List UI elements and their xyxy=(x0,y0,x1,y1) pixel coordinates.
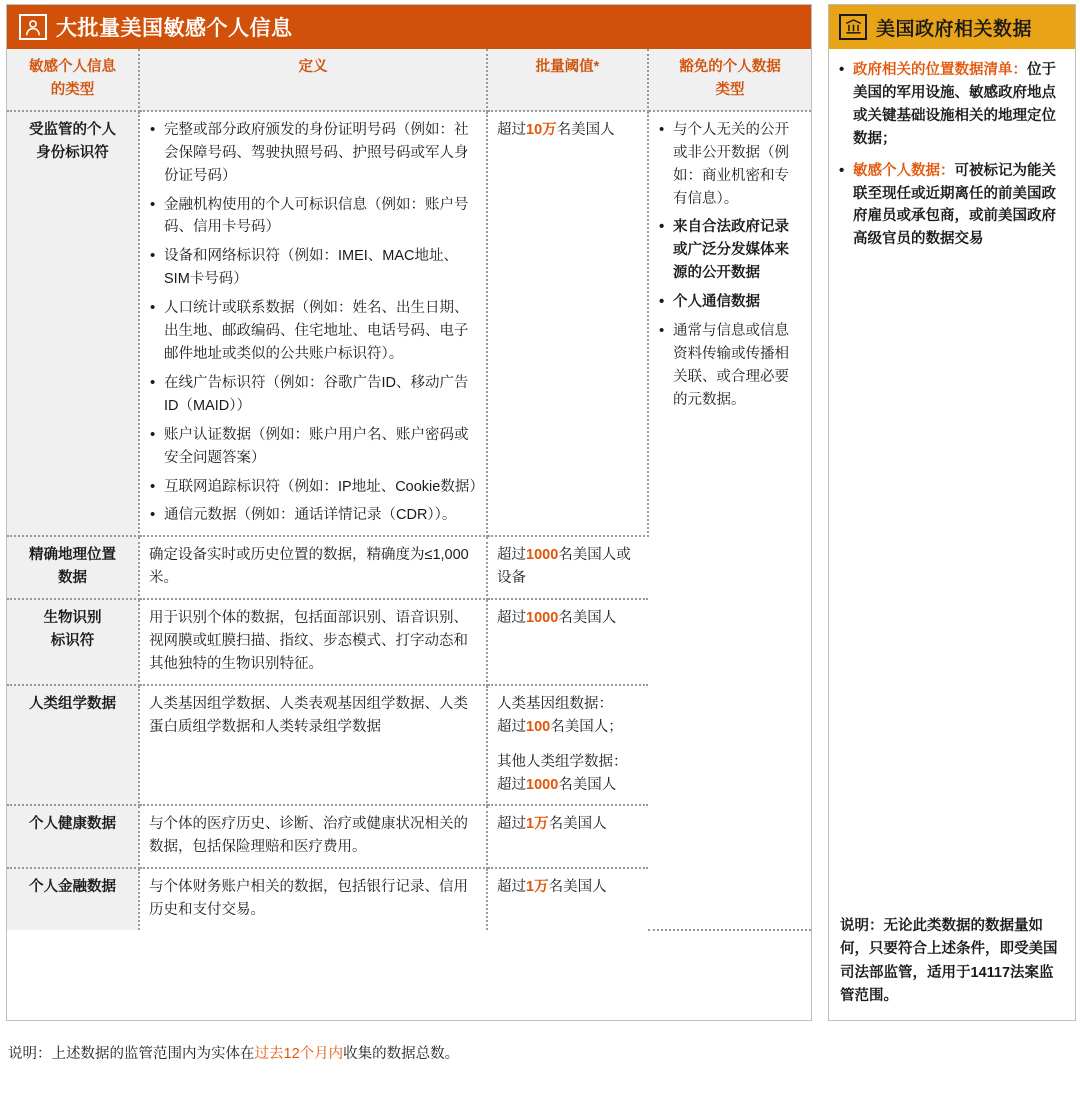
row-threshold xyxy=(487,685,648,806)
list-item: • 账户认证数据（例如：账户用户名、账户密码或安全问题答案） xyxy=(149,424,477,470)
threshold-number: 10万 xyxy=(526,121,557,138)
threshold-block: 超过10万名美国人 xyxy=(497,121,615,138)
threshold-block: 超过1万名美国人 xyxy=(497,879,607,896)
threshold-number: 1000 xyxy=(526,610,559,627)
threshold-block: 人类基因组数据： 超过100名美国人； xyxy=(497,695,623,735)
government-data-bullet-list xyxy=(838,59,1065,260)
list-item: • 人口统计或联系数据（例如：姓名、出生日期、出生地、邮政编码、住宅地址、电话号码、电子邮件地址或类似的公共账户标识符）。 xyxy=(149,297,477,366)
row-threshold xyxy=(487,536,648,599)
list-item: • 来自合法政府记录或广泛分发媒体来源的公开数据 xyxy=(658,216,802,285)
threshold-block: 超过1万名美国人 xyxy=(497,816,607,833)
column-header-threshold-label: 批量阈值* xyxy=(535,59,600,75)
row-threshold xyxy=(487,111,648,537)
table-header-row xyxy=(7,49,811,111)
table-row xyxy=(7,111,811,537)
bullet-text: 可被标记为能关联至现任或近期离任的前美国政府雇员或承包商，或前美国政府高级官员的数据交易 xyxy=(853,162,1056,248)
column-header-exempt-label: 豁免的个人数据 类型 xyxy=(679,59,781,98)
bullet-lead-in: 敏感个人数据： xyxy=(853,162,955,179)
column-header-type xyxy=(7,49,139,111)
left-panel-title: 大批量美国敏感个人信息 xyxy=(56,17,293,40)
threshold-number: 1000 xyxy=(526,776,559,793)
row-type-label: 受监管的个人 身份标识符 xyxy=(7,111,139,537)
list-item: • 与个人无关的公开或非公开数据（例如：商业机密和专有信息）。 xyxy=(658,119,802,211)
column-header-type-label: 敏感个人信息 的类型 xyxy=(29,59,116,98)
list-item: • 通常与信息或信息资料传输或传播相关联、或合理必要的元数据。 xyxy=(658,320,802,412)
list-item: • 通信元数据（例如：通话详情记录（CDR））。 xyxy=(149,504,477,527)
row-type-label: 人类组学数据 xyxy=(7,685,139,806)
bullet-text: 位于美国的军用设施、敏感政府地点或关键基础设施相关的地理定位数据； xyxy=(853,62,1056,147)
list-item: • 金融机构使用的个人可标识信息（例如：账户号码、信用卡号码） xyxy=(149,194,477,240)
row-definition: 人类基因组学数据、人类表观基因组学数据、人类蛋白质组学数据和人类转录组学数据 xyxy=(139,685,487,806)
list-item xyxy=(838,160,1065,252)
person-card-icon xyxy=(19,14,47,40)
threshold-block: 超过1000名美国人 xyxy=(497,610,617,627)
threshold-number: 1万 xyxy=(526,879,549,896)
list-item: • 在线广告标识符（例如：谷歌广告ID、移动广告ID（MAID）） xyxy=(149,372,477,418)
threshold-block: 其他人类组学数据： 超过1000名美国人 xyxy=(497,753,628,793)
government-data-note: 说明：无论此类数据的数据量如何，只要符合上述条件，即受美国司法部监管，适用于14117法案监管范围。 xyxy=(840,918,1058,1004)
row-type-label: 精确地理位置 数据 xyxy=(7,536,139,599)
footnote-highlight: 过去12个月内 xyxy=(254,1046,344,1062)
threshold-number: 1万 xyxy=(526,816,549,833)
row-definition: 与个体的医疗历史、诊断、治疗或健康状况相关的数据，包括保险理赔和医疗费用。 xyxy=(139,805,487,868)
row-type-label: 个人金融数据 xyxy=(7,868,139,930)
government-related-data-panel xyxy=(828,4,1076,1021)
row-type-label: 个人健康数据 xyxy=(7,805,139,868)
footnote xyxy=(8,1044,459,1066)
threshold-number: 100 xyxy=(526,718,551,735)
bullet-lead-in: 政府相关的位置数据清单： xyxy=(853,62,1027,78)
column-header-exempt xyxy=(648,49,811,111)
threshold-number: 1000 xyxy=(526,547,559,564)
row-type-label: 生物识别 标识符 xyxy=(7,599,139,685)
list-item: • 完整或部分政府颁发的身份证明号码（例如：社会保障号码、驾驶执照号码、护照号码或军人身份证号码） xyxy=(149,119,477,188)
sensitive-data-table xyxy=(7,49,811,931)
row-definition: 用于识别个体的数据，包括面部识别、语音识别、视网膜或虹膜扫描、指纹、步态模式、打字动态和其他独特的生物识别特征。 xyxy=(139,599,487,685)
right-panel-body xyxy=(829,49,1075,1020)
footnote-suffix: 收集的数据总数。 xyxy=(343,1046,460,1062)
column-header-threshold xyxy=(487,49,648,111)
list-item: • 互联网追踪标识符（例如：IP地址、Cookie数据） xyxy=(149,476,477,499)
right-panel-header xyxy=(829,5,1075,49)
table-body xyxy=(7,111,811,930)
list-item xyxy=(838,59,1065,151)
government-building-icon xyxy=(839,14,867,40)
footnote-prefix: 说明：上述数据的监管范围内为实体在 xyxy=(8,1046,255,1062)
right-panel-title: 美国政府相关数据 xyxy=(876,18,1033,40)
column-header-definition xyxy=(139,49,487,111)
row-definition: 确定设备实时或历史位置的数据，精确度为≤1,000米。 xyxy=(139,536,487,599)
row-exempt-types xyxy=(648,111,811,930)
definition-bullet-list xyxy=(149,119,484,528)
bulk-sensitive-data-panel xyxy=(6,4,812,1021)
row-threshold xyxy=(487,805,648,868)
left-panel-header xyxy=(7,5,811,49)
column-header-definition-label: 定义 xyxy=(298,59,328,75)
list-item: • 个人通信数据 xyxy=(658,291,802,314)
row-definition xyxy=(139,111,487,537)
row-threshold xyxy=(487,868,648,930)
row-threshold xyxy=(487,599,648,685)
row-definition: 与个体财务账户相关的数据，包括银行记录、信用历史和支付交易。 xyxy=(139,868,487,930)
list-item: • 设备和网络标识符（例如：IMEI、MAC地址、SIM卡号码） xyxy=(149,245,477,291)
exempt-bullet-list xyxy=(658,119,802,412)
threshold-block: 超过1000名美国人或设备 xyxy=(497,547,631,587)
